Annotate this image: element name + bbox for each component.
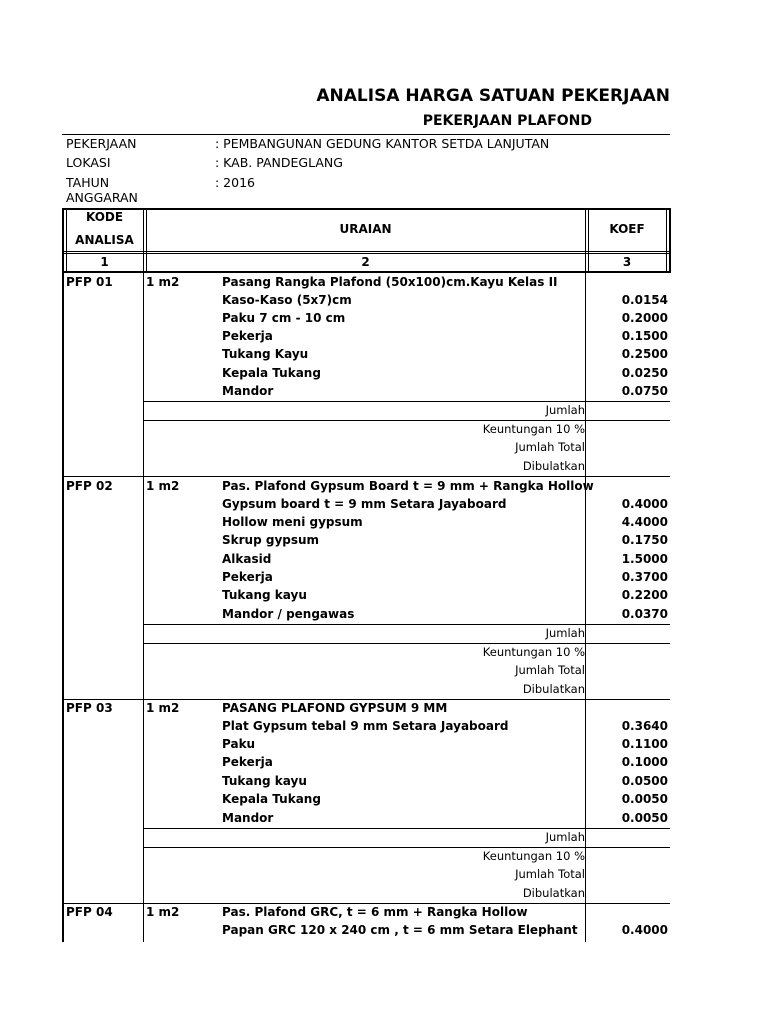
info-value: : 2016 [215, 175, 255, 190]
keuntungan-label: Keuntungan 10 % [482, 849, 585, 863]
item-code: PFP 01 [66, 275, 113, 289]
item-title: Pas. Plafond GRC, t = 6 mm + Rangka Hollow [222, 905, 528, 919]
dibulatkan-label: Dibulatkan [522, 459, 585, 473]
jumlah-label: Jumlah [545, 626, 585, 640]
header-col-number: 2 [361, 255, 370, 269]
component-desc: Hollow meni gypsum [222, 515, 363, 529]
item-code: PFP 04 [66, 905, 113, 919]
header-uraian: URAIAN [339, 222, 392, 236]
component-koef: 0.2500 [621, 347, 668, 361]
page-title: ANALISA HARGA SATUAN PEKERJAAN [316, 86, 670, 106]
header-koef: KOEF [609, 222, 645, 236]
item-title: PASANG PLAFOND GYPSUM 9 MM [222, 701, 448, 715]
item-title: Pas. Plafond Gypsum Board t = 9 mm + Rangka Hollow [222, 479, 594, 493]
header-divider [62, 251, 670, 252]
component-desc: Pekerja [222, 755, 273, 769]
jumlah-total-label: Jumlah Total [515, 663, 585, 677]
info-value: : PEMBANGUNAN GEDUNG KANTOR SETDA LANJUTAN [215, 136, 550, 151]
component-desc: Kaso-Kaso (5x7)cm [222, 293, 352, 307]
item-code: PFP 02 [66, 479, 113, 493]
header-bottom-border [62, 271, 670, 273]
component-koef: 4.4000 [621, 515, 668, 529]
item-title: Pasang Rangka Plafond (50x100)cm.Kayu Kelas II [222, 275, 558, 289]
component-koef: 0.1750 [621, 533, 668, 547]
component-desc: Pekerja [222, 329, 273, 343]
dibulatkan-label: Dibulatkan [522, 886, 585, 900]
component-desc: Kepala Tukang [222, 792, 321, 806]
component-desc: Mandor / pengawas [222, 607, 355, 621]
component-desc: Tukang kayu [222, 588, 307, 602]
component-koef: 0.2200 [621, 588, 668, 602]
info-value: : KAB. PANDEGLANG [215, 155, 343, 170]
item-unit: 1 m2 [146, 479, 180, 493]
component-koef: 0.4000 [621, 923, 668, 937]
component-koef: 0.3700 [621, 570, 668, 584]
component-koef: 0.0154 [621, 293, 668, 307]
keuntungan-label: Keuntungan 10 % [482, 645, 585, 659]
component-desc: Pekerja [222, 570, 273, 584]
component-koef: 0.4000 [621, 497, 668, 511]
info-label: LOKASI [66, 155, 111, 170]
component-desc: Tukang kayu [222, 774, 307, 788]
jumlah-label: Jumlah [545, 403, 585, 417]
item-unit: 1 m2 [146, 905, 180, 919]
info-label: TAHUN ANGGARAN [66, 175, 138, 205]
col-border [666, 208, 667, 273]
component-desc: Alkasid [222, 552, 272, 566]
page-subtitle: PEKERJAAN PLAFOND [422, 113, 592, 129]
component-desc: Gypsum board t = 9 mm Setara Jayaboard [222, 497, 507, 511]
header-col-number: 3 [622, 255, 632, 269]
item-code: PFP 03 [66, 701, 113, 715]
jumlah-total-label: Jumlah Total [515, 440, 585, 454]
item-unit: 1 m2 [146, 275, 180, 289]
component-koef: 0.2000 [621, 311, 668, 325]
component-desc: Paku 7 cm - 10 cm [222, 311, 346, 325]
component-koef: 0.0750 [621, 384, 668, 398]
component-desc: Tukang Kayu [222, 347, 309, 361]
header-kode: KODE [85, 210, 124, 224]
component-desc: Kepala Tukang [222, 366, 321, 380]
component-koef: 0.1100 [621, 737, 668, 751]
component-koef: 0.0050 [621, 811, 668, 825]
header-col-number: 1 [100, 255, 109, 269]
item-separator [62, 476, 670, 477]
component-koef: 0.0500 [621, 774, 668, 788]
component-desc: Mandor [222, 811, 274, 825]
table-top-border [62, 208, 670, 210]
header-analisa: ANALISA [75, 233, 134, 247]
component-koef: 0.1000 [621, 755, 668, 769]
component-desc: Mandor [222, 384, 274, 398]
component-koef: 0.0370 [621, 607, 668, 621]
col-border [585, 208, 586, 942]
component-koef: 0.0050 [621, 792, 668, 806]
component-koef: 0.1500 [621, 329, 668, 343]
header-divider [62, 253, 670, 254]
jumlah-total-label: Jumlah Total [515, 867, 585, 881]
component-desc: Paku [222, 737, 256, 751]
col-border-right [669, 208, 671, 273]
info-label: PEKERJAAN [66, 136, 137, 151]
jumlah-label: Jumlah [545, 830, 585, 844]
component-desc: Plat Gypsum tebal 9 mm Setara Jayaboard [222, 719, 509, 733]
col-border-left [62, 208, 64, 942]
component-koef: 0.3640 [621, 719, 668, 733]
item-unit: 1 m2 [146, 701, 180, 715]
keuntungan-label: Keuntungan 10 % [482, 422, 585, 436]
component-desc: Skrup gypsum [222, 533, 320, 547]
component-desc: Papan GRC 120 x 240 cm , t = 6 mm Setara Elephant [222, 923, 578, 937]
col-border [143, 208, 144, 942]
component-koef: 0.0250 [621, 366, 668, 380]
component-koef: 1.5000 [621, 552, 668, 566]
dibulatkan-label: Dibulatkan [522, 682, 585, 696]
info-top-rule [62, 134, 670, 135]
